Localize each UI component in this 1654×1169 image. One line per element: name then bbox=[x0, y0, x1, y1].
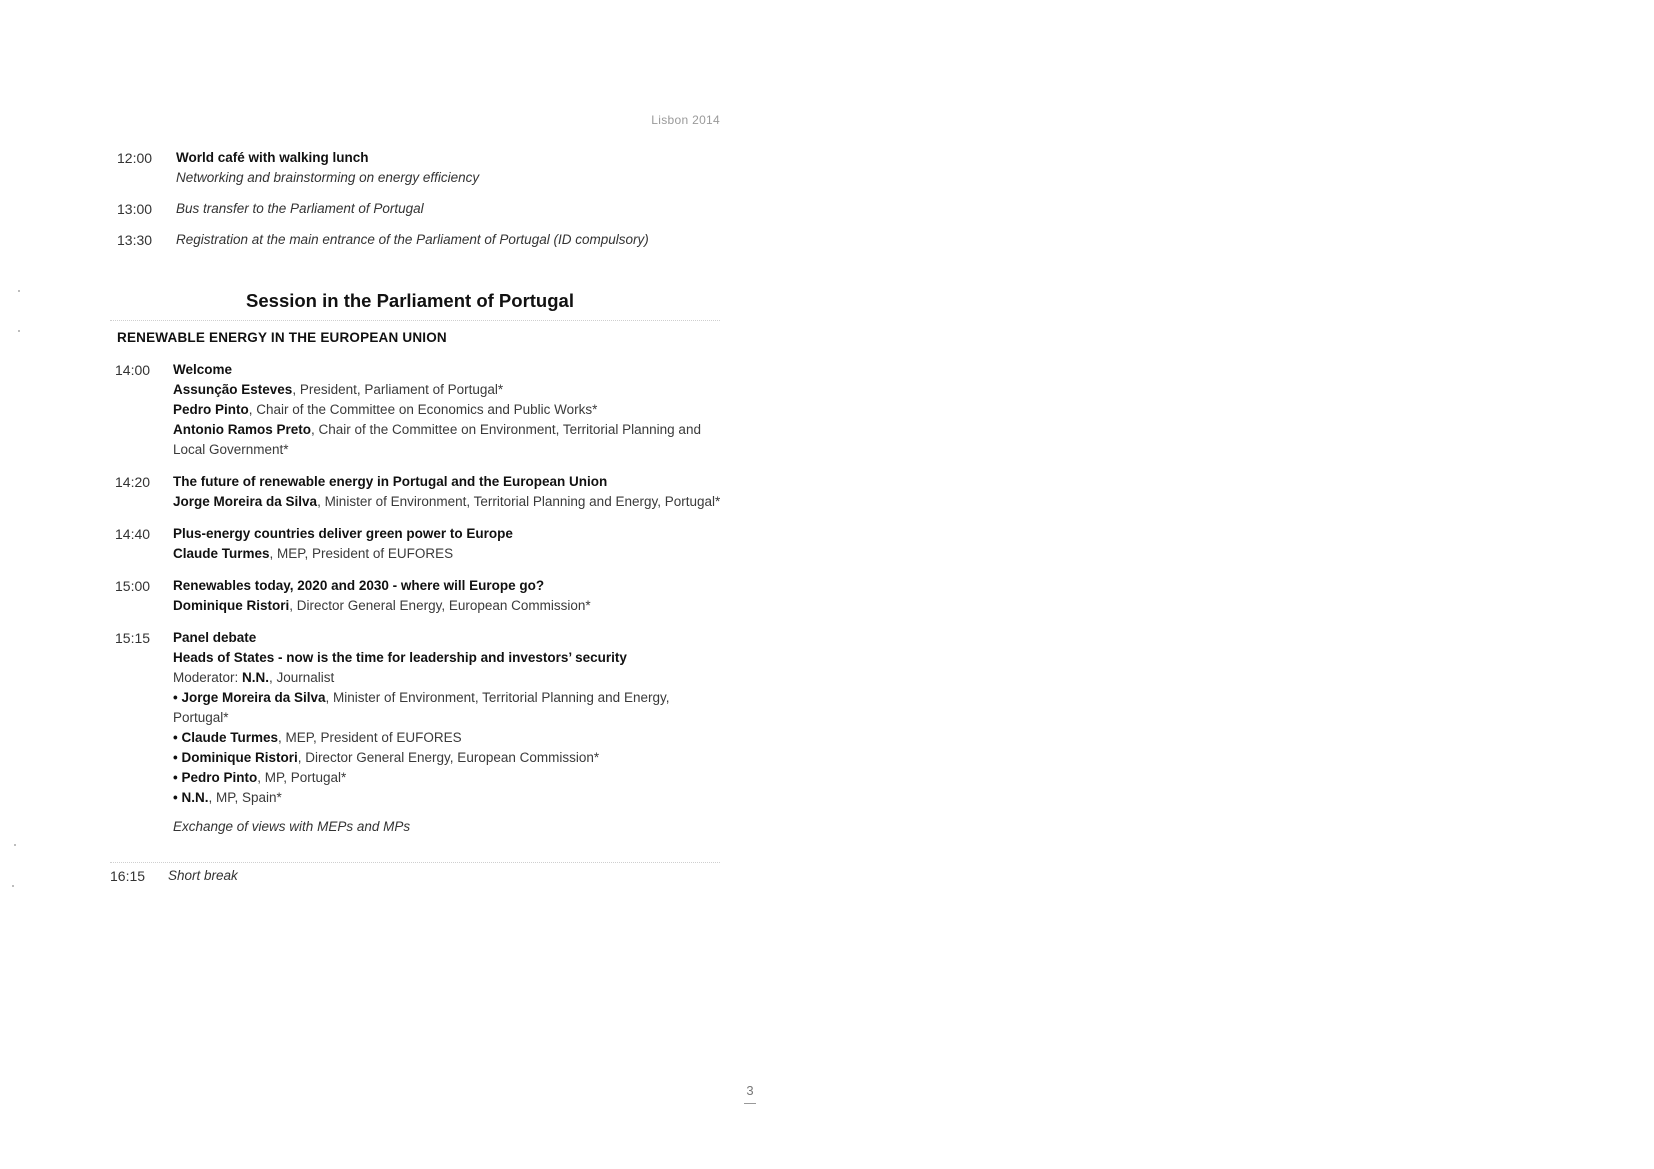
schedule-note: Registration at the main entrance of the Parliament of Portugal (ID compulsory) bbox=[176, 232, 649, 247]
speaker-name: Claude Turmes bbox=[173, 546, 270, 561]
agenda-time: 15:15 bbox=[115, 630, 151, 646]
schedule-subtitle: Networking and brainstorming on energy efficiency bbox=[176, 170, 480, 185]
agenda-time: 14:00 bbox=[115, 362, 151, 378]
divider bbox=[110, 320, 720, 321]
agenda-title: Welcome bbox=[173, 362, 233, 377]
agenda-subtitle: Heads of States - now is the time for leadership and investors’ security bbox=[173, 650, 627, 665]
speaker-line bbox=[173, 420, 725, 460]
panelist-item bbox=[173, 748, 725, 768]
bullet-icon: • bbox=[173, 690, 182, 705]
agenda-time: 16:15 bbox=[110, 868, 146, 884]
panelist-item bbox=[173, 728, 725, 748]
divider bbox=[110, 862, 720, 863]
panelist-name: Claude Turmes bbox=[181, 730, 279, 745]
speaker-role: , Minister of Environment, Territorial Planning and Energy, Portugal* bbox=[317, 494, 721, 509]
speaker-role: , Chair of the Committee on Economics and Public Works* bbox=[248, 402, 598, 417]
bullet-icon: • bbox=[173, 730, 182, 745]
schedule-row bbox=[117, 148, 737, 188]
panelist-name: Dominique Ristori bbox=[181, 750, 298, 765]
moderator-label: Moderator: bbox=[173, 670, 243, 685]
schedule-row bbox=[117, 230, 737, 250]
page-number: 3 bbox=[746, 1083, 754, 1098]
speaker-name: Assunção Esteves bbox=[173, 382, 293, 397]
agenda-time: 14:20 bbox=[115, 474, 151, 490]
agenda-title: The future of renewable energy in Portugal and the European Union bbox=[173, 474, 608, 489]
pre-session-schedule bbox=[117, 148, 737, 261]
panelist-role: , MP, Portugal* bbox=[257, 770, 347, 785]
schedule-time: 13:30 bbox=[117, 232, 153, 248]
panelist-role: , MP, Spain* bbox=[208, 790, 282, 805]
agenda-item-welcome bbox=[115, 360, 725, 460]
schedule-row bbox=[117, 199, 737, 219]
scan-mark bbox=[18, 290, 20, 292]
speaker-name: Dominique Ristori bbox=[173, 598, 290, 613]
section-heading: RENEWABLE ENERGY IN THE EUROPEAN UNION bbox=[117, 330, 447, 345]
agenda-title: Plus-energy countries deliver green power to Europe bbox=[173, 526, 513, 541]
schedule-time: 12:00 bbox=[117, 150, 153, 166]
speaker-name: Pedro Pinto bbox=[173, 402, 249, 417]
agenda-time: 15:00 bbox=[115, 578, 151, 594]
speaker-role: , Director General Energy, European Commission* bbox=[289, 598, 591, 613]
scan-mark bbox=[12, 885, 14, 887]
panelist-item bbox=[173, 788, 725, 808]
moderator-name: N.N. bbox=[242, 670, 270, 685]
panelist-item bbox=[173, 768, 725, 788]
agenda-time: 14:40 bbox=[115, 526, 151, 542]
speaker-name: Jorge Moreira da Silva bbox=[173, 494, 318, 509]
panelist-role: , Director General Energy, European Commission* bbox=[297, 750, 600, 765]
agenda-title: Renewables today, 2020 and 2030 - where will Europe go? bbox=[173, 578, 545, 593]
moderator-line bbox=[173, 668, 725, 688]
speaker-role: , MEP, President of EUFORES bbox=[269, 546, 454, 561]
panelist-role: , MEP, President of EUFORES bbox=[278, 730, 462, 745]
panelist-name: Pedro Pinto bbox=[181, 770, 258, 785]
agenda-note: Short break bbox=[168, 868, 238, 883]
panel-closing-note: Exchange of views with MEPs and MPs bbox=[173, 819, 411, 834]
schedule-title: World café with walking lunch bbox=[176, 150, 369, 165]
speaker-role: , Chair of the Committee on Environment, Territorial Planning and Local Government* bbox=[173, 422, 701, 457]
agenda-item-panel bbox=[115, 628, 725, 837]
panelist-name: Jorge Moreira da Silva bbox=[181, 690, 326, 705]
session-title: Session in the Parliament of Portugal bbox=[246, 290, 574, 311]
speaker-role: , President, Parliament of Portugal* bbox=[292, 382, 504, 397]
panelist-role: , Minister of Environment, Territorial Planning and Energy, Portugal* bbox=[173, 690, 670, 725]
page-number-underline bbox=[744, 1103, 756, 1104]
moderator-role: , Journalist bbox=[269, 670, 335, 685]
speaker-line bbox=[173, 544, 725, 564]
bullet-icon: • bbox=[173, 770, 182, 785]
agenda-list bbox=[115, 360, 725, 849]
speaker-line bbox=[173, 380, 725, 400]
agenda-title: Panel debate bbox=[173, 630, 257, 645]
agenda-item-short-break bbox=[110, 866, 720, 886]
scan-mark bbox=[14, 844, 16, 846]
agenda-item-plus-energy bbox=[115, 524, 725, 564]
speaker-name: Antonio Ramos Preto bbox=[173, 422, 312, 437]
agenda-item-future bbox=[115, 472, 725, 512]
bullet-icon: • bbox=[173, 750, 182, 765]
schedule-time: 13:00 bbox=[117, 201, 153, 217]
speaker-line bbox=[173, 596, 725, 616]
schedule-note: Bus transfer to the Parliament of Portugal bbox=[176, 201, 424, 216]
panelist-name: N.N. bbox=[181, 790, 209, 805]
scan-mark bbox=[18, 330, 20, 332]
agenda-item-renewables-today bbox=[115, 576, 725, 616]
bullet-icon: • bbox=[173, 790, 182, 805]
speaker-line bbox=[173, 492, 725, 512]
header-place-year: Lisbon 2014 bbox=[651, 113, 720, 127]
panelist-item bbox=[173, 688, 725, 728]
speaker-line bbox=[173, 400, 725, 420]
